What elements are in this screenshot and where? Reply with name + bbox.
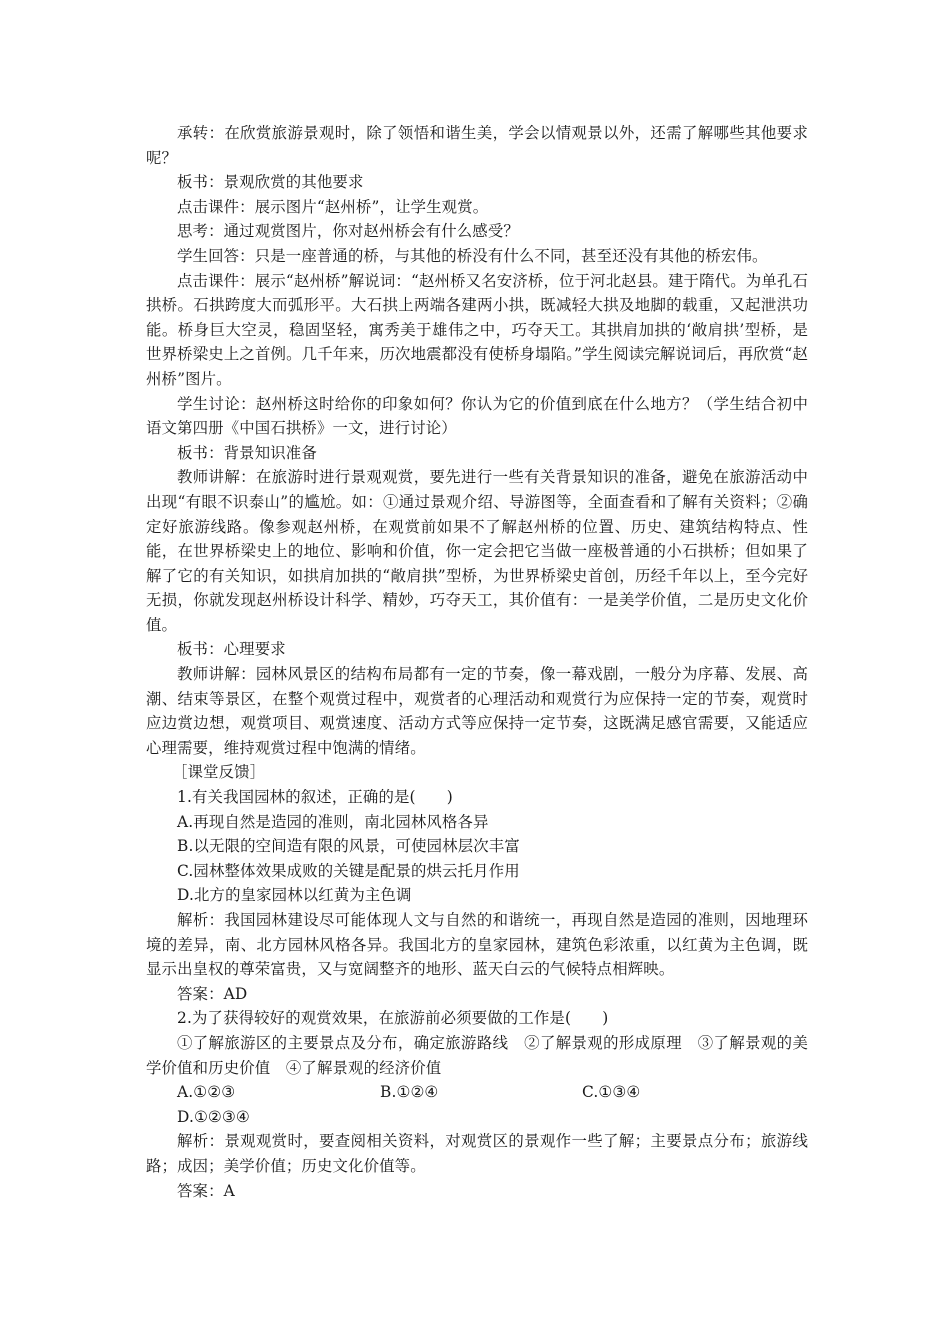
question-2-option-b: B.①②④ xyxy=(380,1083,439,1102)
paragraph-student-answer: 学生回答：只是一座普通的桥，与其他的桥没有什么不同，甚至还没有其他的桥宏伟。 xyxy=(177,246,768,265)
paragraph-teacher-background: 教师讲解：在旅游时进行景观观赏，要先进行一些有关背景知识的准备，避免在旅游活动中出现“有眼不识泰山”的尴尬。如：①通过景观介绍、导游图等，全面查看和了解有关资料；②确定好旅游线路。像参观赵州桥，在观赏前如果不了解赵州桥的位置、历史、建筑结构特点、性能，在世界桥梁史上的地位、影响和价值，你一定会把它当做一座极普通的小石拱桥；但如果了解了它的有关知识，如拱肩加拱的“敞肩拱”型桥，为世界桥梁史首创，历经千年以上，至今完好无损，你就发现赵州桥设计科学、精妙，巧夺天工，其价值有：一是美学价值，二是历史文化价值。 xyxy=(146,468,808,634)
question-2-option-c: C.①③④ xyxy=(582,1083,641,1102)
paragraph-board-background: 板书：背景知识准备 xyxy=(177,443,317,462)
question-2-answer: 答案：A xyxy=(177,1181,235,1200)
paragraph-teacher-psychology: 教师讲解：园林风景区的结构布局都有一定的节奏，像一幕戏剧，一般分为序幕、发展、高潮、结束等景区，在整个观赏过程中，观赏者的心理活动和观赏行为应保持一定的节奏，观赏时应边赏边想，观赏项目、观赏速度、活动方式等应保持一定节奏，这既满足感官需要，又能适应心理需要，维持观赏过程中饱满的情绪。 xyxy=(146,665,808,757)
paragraph-board-psychology: 板书：心理要求 xyxy=(177,640,286,659)
question-2-items: ①了解旅游区的主要景点及分布，确定旅游路线 ②了解景观的形成原理 ③了解景观的美学价值和历史价值 ④了解景观的经济价值 xyxy=(146,1033,808,1077)
question-1-answer: 答案：AD xyxy=(177,984,248,1003)
question-1-option-d: D.北方的皇家园林以红黄为主色调 xyxy=(177,886,412,905)
paragraph-transition: 承转：在欣赏旅游景观时，除了领悟和谐生美，学会以情观景以外，还需了解哪些其他要求呢？ xyxy=(146,124,808,167)
question-2-stem: 2.为了获得较好的观赏效果，在旅游前必须要做的工作是( ) xyxy=(177,1009,609,1028)
question-1-option-a: A.再现自然是造园的准则，南北园林风格各异 xyxy=(177,812,489,831)
paragraph-board-other-requirements: 板书：景观欣赏的其他要求 xyxy=(177,173,364,192)
paragraph-courseware-image: 点击课件：展示图片“赵州桥”，让学生观赏。 xyxy=(177,197,489,216)
document-body xyxy=(146,121,808,1203)
question-1-option-c: C.园林整体效果成败的关键是配景的烘云托月作用 xyxy=(177,861,520,880)
paragraph-student-discussion: 学生讨论：赵州桥这时给你的印象如何？你认为它的价值到底在什么地方？（学生结合初中语文第四册《中国石拱桥》一文，进行讨论） xyxy=(146,394,808,438)
question-1-option-b: B.以无限的空间造有限的风景，可使园林层次丰富 xyxy=(177,837,520,856)
question-1-stem: 1.有关我国园林的叙述，正确的是( ) xyxy=(177,788,453,807)
paragraph-think: 思考：通过观赏图片，你对赵州桥会有什么感受？ xyxy=(177,222,519,241)
paragraph-courseware-commentary: 点击课件：展示“赵州桥”解说词：“赵州桥又名安济桥，位于河北赵县。建于隋代。为单孔石拱桥。石拱跨度大而弧形平。大石拱上两端各建两小拱，既减轻大拱及地脚的载重，又起泄洪功能。桥身巨大空灵，稳固坚轻，寓秀美于雄伟之中，巧夺天工。其拱肩加拱的‘敞肩拱’型桥，是世界桥梁史上之首例。几千年来，历次地震都没有使桥身塌陷。”学生阅读完解说词后，再欣赏“赵州桥”图片。 xyxy=(146,271,808,388)
question-2-option-a: A.①②③ xyxy=(177,1083,236,1102)
question-2-option-d: D.①②③④ xyxy=(177,1107,250,1126)
question-1-analysis: 解析：我国园林建设尽可能体现人文与自然的和谐统一，再现自然是造园的准则，因地理环境的差异，南、北方园林风格各异。我国北方的皇家园林，建筑色彩浓重，以红黄为主色调，既显示出皇权的尊荣富贵，又与宽阔整齐的地形、蓝天白云的气候特点相辉映。 xyxy=(146,911,808,979)
question-2-options-row xyxy=(146,1080,808,1105)
question-2-analysis: 解析：景观观赏时，要查阅相关资料，对观赏区的景观作一些了解；主要景点分布；旅游线路；成因；美学价值；历史文化价值等。 xyxy=(146,1132,808,1175)
feedback-heading: ［课堂反馈］ xyxy=(172,763,266,782)
